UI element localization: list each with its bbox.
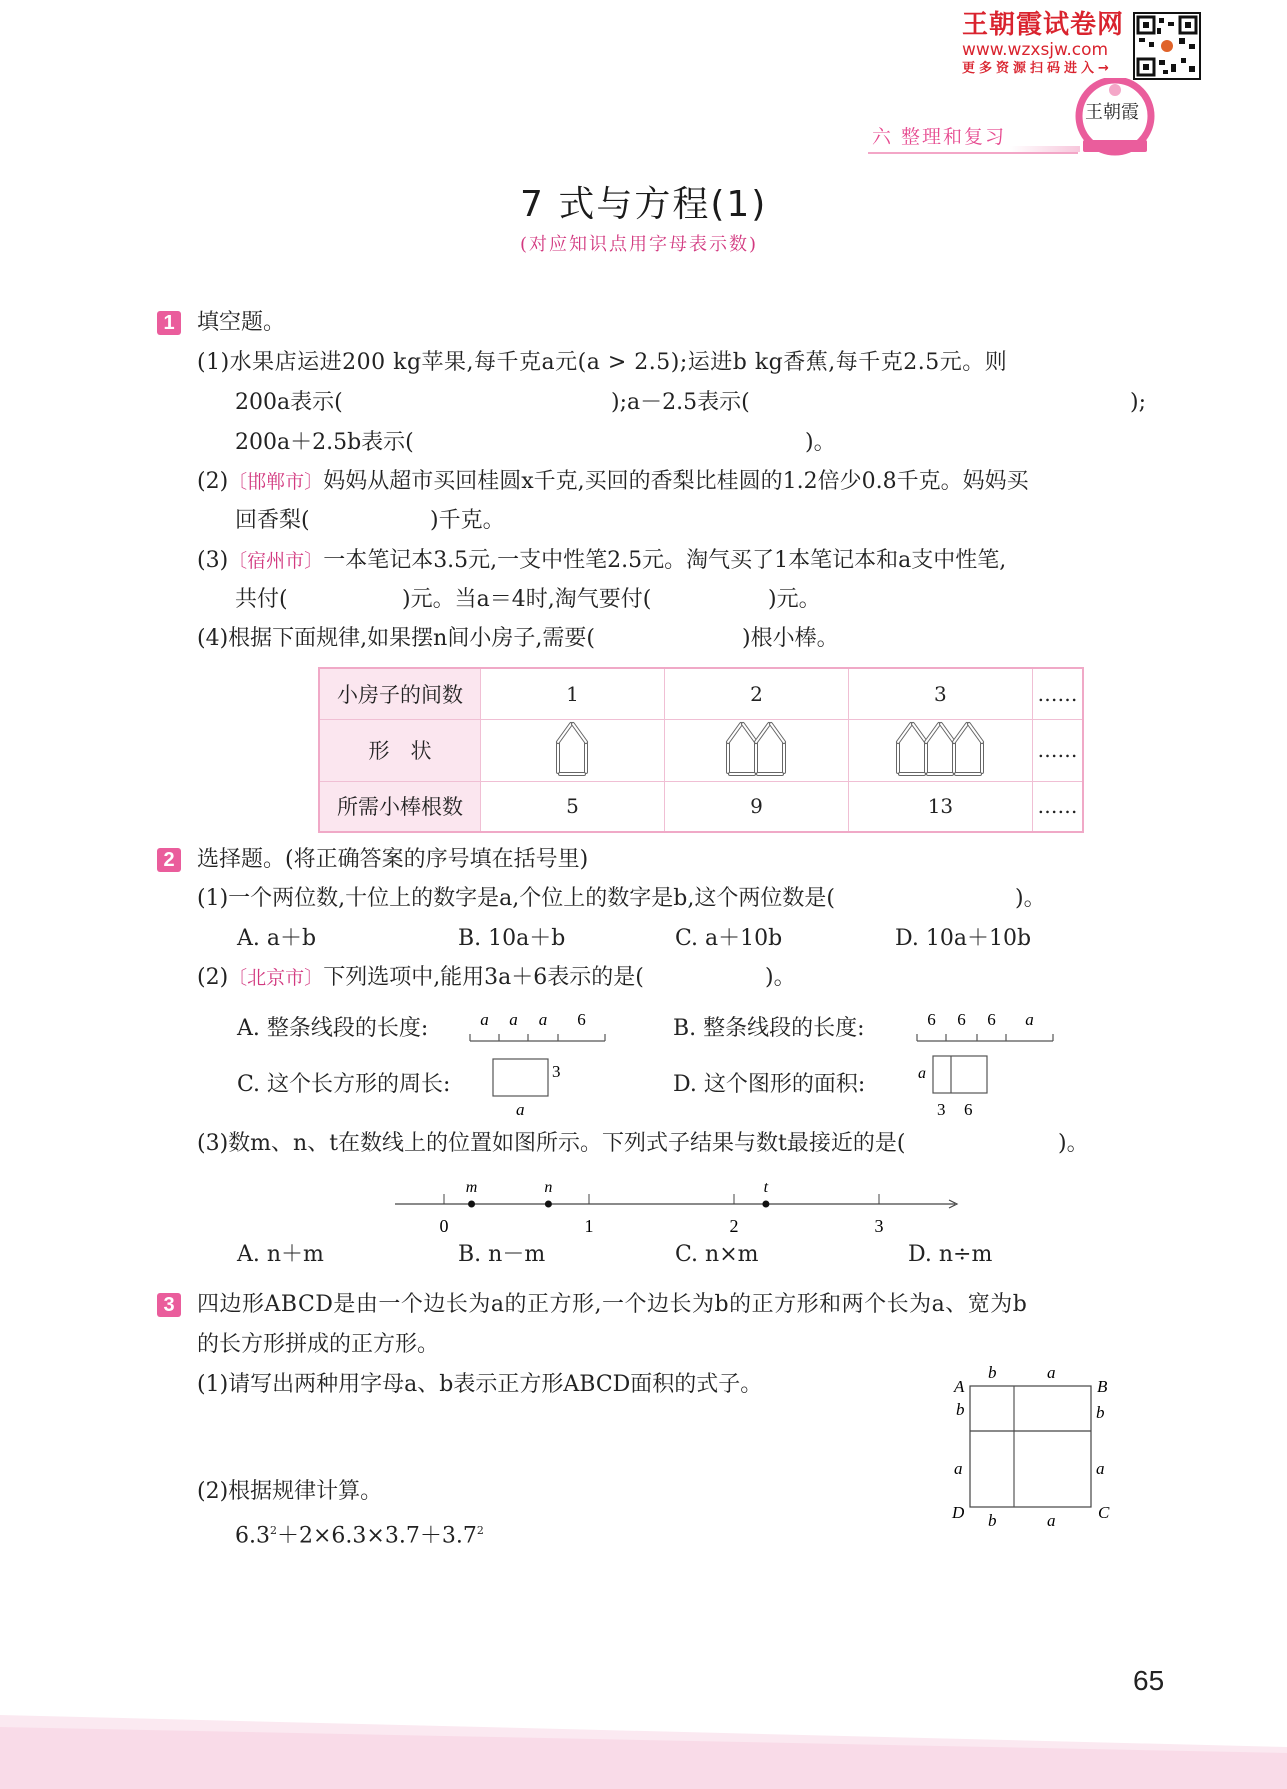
bottom-label: a [1047,1511,1056,1530]
segment-label: a [509,1010,518,1029]
source-tag: 〔宿州市〕 [228,550,324,572]
option-b[interactable]: B. n－m [458,1242,546,1267]
table-cell: 9 [664,781,848,832]
bottom-label: 6 [964,1100,973,1119]
answer-blank[interactable] [320,510,425,534]
source-tag: 〔邯郸市〕 [228,471,324,493]
left-label: a [954,1459,963,1478]
option-a[interactable]: A. a＋b [237,926,317,951]
corner-label-a: A [954,1377,965,1396]
table-row [319,668,1083,719]
option-c[interactable]: C. a＋10b [675,926,783,951]
corner-label-d: D [952,1503,965,1522]
left-label: b [956,1400,965,1419]
side-label-right: 3 [552,1062,561,1081]
stick-inner [771,724,784,742]
rectangle-shape [933,1056,987,1093]
question-1-4-line1b: )根小棒。 [742,626,839,651]
option-a[interactable]: A. 整条线段的长度: [237,1016,429,1041]
side-label-bottom: a [516,1100,525,1119]
table-cell: …… [1032,668,1083,719]
tick-label: 3 [874,1216,884,1236]
question-1-1-line2a: 200a表示( [235,390,343,415]
chapter-accent [1010,146,1080,152]
answer-area[interactable] [235,1405,885,1480]
question-1-1-line3b: )。 [805,430,836,455]
question-2-1-stem-b: )。 [1015,886,1046,911]
stick-inner [898,724,911,742]
question-1-3-line1 [197,546,1006,576]
stick-inner [926,724,939,742]
stick-inner [743,724,756,742]
page-number: 65 [1133,1665,1165,1696]
expr-part: 6.3 [235,1523,270,1549]
row-header: 形 状 [319,719,481,781]
question-1-1-line1: (1)水果店运进200 kg苹果,每千克a元(a > 2.5);运进b kg香蕉,每千克2.5元。则 [197,350,1008,375]
question-1-2-line2a: 回香梨( [235,508,310,533]
answer-blank[interactable] [350,392,608,416]
outer-square [970,1386,1091,1507]
house-figure-1 [481,719,665,781]
question-2-1-stem-a: (1)一个两位数,十位上的数字是a,个位上的数字是b,这个两位数是( [197,886,835,911]
question-number: (2) [197,469,229,494]
stick-inner [969,724,982,742]
bottom-label: 3 [937,1100,946,1119]
option-d[interactable]: D. 这个图形的面积: [673,1072,866,1097]
stick-inner [573,724,586,742]
stick-inner [941,724,954,742]
table-row [319,781,1083,832]
question-1-3-line2b: )元。当a＝4时,淘气要付( [402,587,652,612]
corner-label-c: C [1098,1503,1110,1522]
segment-label: 6 [927,1010,936,1029]
question-1-1-line2b: );a－2.5表示( [611,390,750,415]
point-m [468,1201,475,1208]
question-3-1: (1)请写出两种用字母a、b表示正方形ABCD面积的式子。 [197,1372,763,1397]
segment-label: 6 [957,1010,966,1029]
row-header: 小房子的间数 [319,668,481,719]
question-1-1-line2c: ); [1130,390,1146,415]
section-3-line1: 四边形ABCD是由一个边长为a的正方形,一个边长为b的正方形和两个长为a、宽为b [197,1292,1028,1317]
question-2-3-stem-b: )。 [1058,1131,1089,1156]
option-d[interactable]: D. 10a＋10b [895,926,1032,951]
question-1-4-line1a: (4)根据下面规律,如果摆n间小房子,需要( [197,626,595,651]
section-heading: 填空题。 [197,310,286,335]
row-header: 所需小棒根数 [319,781,481,832]
answer-blank[interactable] [705,589,765,613]
page-subtitle: (对应知识点用字母表示数) [520,234,759,255]
table-cell: …… [1032,719,1083,781]
segment-label: 6 [577,1010,586,1029]
answer-blank[interactable] [680,628,740,652]
stick-inner [954,724,967,742]
question-text: 妈妈从超市买回桂圆x千克,买回的香梨比桂圆的1.2倍少0.8千克。妈妈买 [323,469,1029,494]
top-label: b [988,1363,997,1382]
table-row [319,719,1083,781]
point-label: m [465,1179,478,1196]
qr-code-icon[interactable] [1133,12,1201,80]
page-title: 7 式与方程(1) [520,184,768,225]
logo-badge [1075,78,1155,158]
table-cell: 3 [848,668,1032,719]
pattern-table [318,667,1084,833]
answer-blank[interactable] [705,967,760,991]
table-cell: 1 [481,668,665,719]
expression [235,1516,484,1551]
point-t [762,1201,769,1208]
section-number-badge: 3 [157,1293,181,1317]
section-number-badge: 1 [157,311,181,335]
segment-label: a [480,1010,489,1029]
segment-figure-a [460,1005,620,1050]
question-1-3-line2a: 共付( [235,587,288,612]
option-c[interactable]: C. 这个长方形的周长: [237,1072,451,1097]
exponent: 2 [476,1524,484,1537]
question-3-2: (2)根据规律计算。 [197,1479,383,1504]
house-figure-3 [848,719,1032,781]
right-label: a [1096,1459,1105,1478]
square-abcd-figure [940,1360,1120,1535]
expr-part: ＋2×6.3×3.7＋3.7 [277,1523,477,1549]
question-1-2-line2b: )千克。 [430,508,505,533]
question-text: 下列选项中,能用3a＋6表示的是( [323,965,644,990]
segment-figure-b [907,1005,1067,1050]
chapter-underline [868,152,1078,154]
question-number: (3) [197,548,229,573]
option-d[interactable]: D. n÷m [908,1242,993,1267]
option-b[interactable]: B. 整条线段的长度: [673,1016,865,1041]
question-2-2-stem-b: )。 [765,965,796,990]
number-line [380,1168,980,1238]
point-label: n [544,1179,553,1196]
stick-inner [756,724,769,742]
brand-name: 王朝霞试卷网 [962,10,1125,40]
table-cell: 5 [481,781,665,832]
top-label: a [1047,1363,1056,1382]
point-label: t [763,1179,769,1196]
brand-url[interactable]: www.wzxsjw.com [962,40,1109,60]
answer-blank[interactable] [290,589,400,613]
segment-label: a [1025,1010,1034,1029]
table-cell: 2 [664,668,848,719]
rectangle-figure-d [912,1052,1002,1122]
section-heading: 选择题。(将正确答案的序号填在括号里) [197,847,589,872]
tick-label: 2 [729,1216,739,1236]
question-2-2-line1 [197,963,644,993]
segment-label: a [538,1010,548,1029]
answer-blank[interactable] [958,888,1013,912]
rectangle-figure-c [488,1055,578,1125]
brand-tagline: 更多资源扫码进入→ [962,61,1113,76]
tick-label: 1 [584,1216,594,1236]
answer-area[interactable] [235,1555,885,1645]
question-1-3-line2c: )元。 [768,587,821,612]
exponent: 2 [270,1524,277,1537]
option-a[interactable]: A. n＋m [237,1242,324,1267]
answer-blank[interactable] [425,432,800,456]
bottom-label: b [988,1511,997,1530]
rectangle-shape [493,1059,548,1096]
question-2-3-stem-a: (3)数m、n、t在数线上的位置如图所示。下列式子结果与数t最接近的是( [197,1131,906,1156]
table-cell: …… [1032,781,1083,832]
question-number: (2) [197,965,229,990]
chapter-label: 六 整理和复习 [872,126,1007,148]
question-text: 一本笔记本3.5元,一支中性笔2.5元。淘气买了1本笔记本和a支中性笔, [323,548,1007,573]
table-cell: 13 [848,781,1032,832]
answer-blank[interactable] [995,1133,1055,1157]
section-number-badge: 2 [157,848,181,872]
corner-label-b: B [1097,1377,1108,1396]
section-3-line2: 的长方形拼成的正方形。 [197,1332,440,1357]
question-1-1-line3a: 200a＋2.5b表示( [235,430,414,455]
right-label: b [1096,1403,1105,1422]
segment-label: 6 [987,1010,996,1029]
stick-inner [558,724,571,742]
tick-label: 0 [439,1216,449,1236]
house-figure-2 [664,719,848,781]
option-b[interactable]: B. 10a＋b [458,926,566,951]
answer-blank[interactable] [780,392,1130,416]
option-c[interactable]: C. n×m [675,1242,759,1267]
stick-inner [728,724,741,742]
question-1-2-line1 [197,467,1029,497]
point-n [545,1201,552,1208]
side-label-left: a [918,1065,926,1082]
footer-band [0,1705,1287,1789]
logo-text: 王朝霞 [1085,102,1139,123]
source-tag: 〔北京市〕 [228,967,324,989]
stick-inner [913,724,926,742]
